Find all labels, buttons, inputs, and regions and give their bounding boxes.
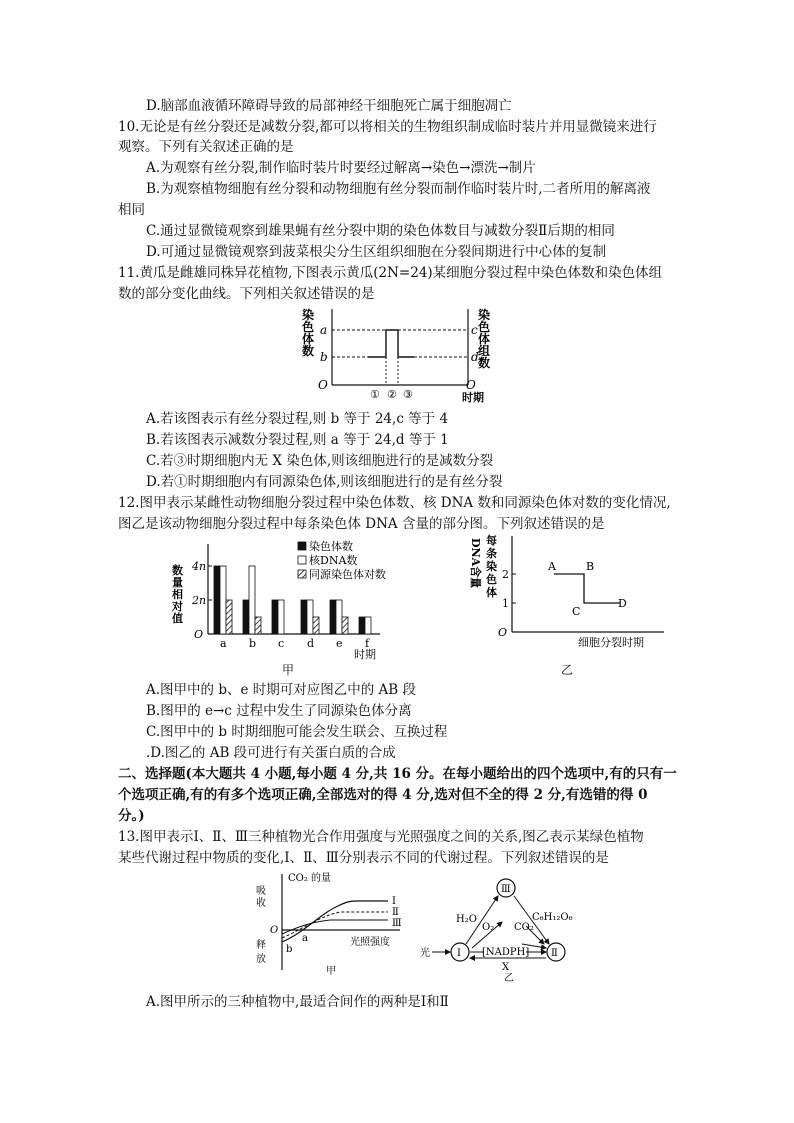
jia-bar-b-1	[249, 566, 255, 634]
yi-point-D: D	[618, 597, 627, 610]
q11-marker-3: ③	[403, 388, 413, 401]
q10-option-b-line1: B.为观察植物细胞有丝分裂和动物细胞有丝分裂而制作临时装片时,二者所用的解离液	[146, 181, 651, 197]
yi-ytick-1: 1	[502, 597, 509, 610]
q13-node-1-label: Ⅰ	[457, 948, 461, 959]
jia-bar-a-2	[226, 600, 232, 634]
jia-origin: O	[194, 628, 204, 641]
q11-option-a: A.若该图表示有丝分裂过程,则 b 等于 24,c 等于 4	[146, 411, 449, 427]
q13-node-2-label: Ⅱ	[551, 948, 558, 959]
jia-bar-b-0	[243, 600, 249, 634]
yi-ylabel-b: DNA含量	[469, 538, 482, 589]
jia-bar-f-1	[365, 617, 371, 634]
yi-ylabel-a-3: 色	[486, 573, 497, 586]
yi-ytick-0: 2	[502, 568, 509, 581]
yi-origin: O	[498, 626, 508, 639]
q12-chart-yi	[468, 532, 668, 652]
q13-o2-label: O₂	[482, 922, 495, 933]
yi-xlabel: 细胞分裂时期	[578, 636, 644, 649]
q13-curve-1	[282, 901, 388, 942]
section2-line3: 分。)	[118, 808, 145, 824]
jia-xtick-d: d	[307, 637, 315, 650]
jia-bar-e-0	[330, 600, 336, 634]
q10-option-a: A.为观察有丝分裂,制作临时装片时要经过解离→染色→漂洗→制片	[146, 160, 536, 176]
q13-point-b: b	[286, 944, 293, 955]
q13-co2-label: CO₂	[514, 922, 534, 933]
q12-option-a: A.图甲中的 b、e 时期可对应图乙中的 AB 段	[146, 682, 417, 698]
q12-stem-line2: 图乙是该动物细胞分裂过程中每条染色体 DNA 含量的部分图。下列叙述错误的是	[118, 516, 605, 532]
yi-ylabel-a-2: 染	[486, 560, 497, 573]
q13-curve-3	[282, 920, 388, 934]
q13-nadph-label: [NADPH]	[482, 947, 530, 958]
q13-jia-caption: 甲	[326, 966, 336, 977]
yi-point-A: A	[548, 560, 556, 573]
yi-step-line	[554, 574, 620, 603]
jia-bar-c-0	[272, 600, 278, 634]
jia-legend-label-1: 核DNA数	[309, 554, 358, 567]
yi-ylabel-a-4: 体	[486, 586, 497, 599]
q12-option-c: C.图甲中的 b 时期细胞可能会发生联会、互换过程	[146, 724, 448, 740]
q11-ylabel-left-4: 数	[302, 344, 315, 358]
q13-figure-jia	[250, 870, 420, 980]
jia-xtick-e: e	[336, 637, 343, 650]
jia-ylabel-1: 量	[172, 576, 183, 589]
jia-legend-swatch-1	[298, 556, 306, 564]
q11-marker-1: ①	[370, 388, 380, 401]
q11-xlabel: 时期	[462, 391, 484, 404]
q13-release-2: 放	[256, 954, 266, 965]
jia-bar-d-0	[301, 600, 307, 634]
q13-title: CO₂ 的量	[288, 873, 332, 884]
q13-point-a: a	[302, 933, 308, 944]
q13-curve-1-label: Ⅰ	[392, 896, 396, 907]
q11-b-label: b	[320, 350, 328, 364]
jia-bar-a-1	[220, 566, 226, 634]
q13-x-label: X	[502, 962, 510, 973]
jia-bar-f-0	[359, 617, 365, 634]
q11-ylabel-left-2: 色	[302, 320, 315, 334]
jia-bar-e-2	[342, 617, 348, 634]
q13-node-3-label: Ⅲ	[501, 884, 511, 895]
section2-line1: 二、选择题(本大题共 4 小题,每小题 4 分,共 16 分。在每小题给出的四个选项中,有的只有一	[118, 766, 677, 782]
q13-h2o-label: H₂O	[456, 914, 477, 925]
q13-absorb-2: 收	[256, 898, 266, 909]
jia-legend-swatch-2	[298, 570, 306, 578]
jia-ytick-0: 4n	[192, 560, 207, 573]
q12-chart-jia	[168, 536, 408, 676]
q13-stem-line1: 13.图甲表示Ⅰ、Ⅱ、Ⅲ三种植物光合作用强度与光照强度之间的关系,图乙表示某绿色植物	[118, 829, 644, 845]
q9-option-d: D.脑部血液循环障碍导致的局部神经干细胞死亡属于细胞凋亡	[146, 98, 512, 114]
q11-c-label: c	[471, 323, 478, 337]
jia-legend-swatch-0	[298, 542, 306, 550]
q11-origin: O	[318, 378, 328, 392]
q10-option-c: C.通过显微镜观察到雄果蝇有丝分裂中期的染色体数目与减数分裂Ⅱ后期的相同	[146, 223, 615, 239]
jia-ylabel-2: 相	[172, 588, 183, 601]
q13-light-label: 光	[420, 948, 430, 959]
jia-bar-a-0	[214, 566, 220, 634]
q13-absorb-1: 吸	[256, 886, 266, 897]
q13-stem-line2: 某些代谢过程中物质的变化,Ⅰ、Ⅱ、Ⅲ分别表示不同的代谢过程。下列叙述错误的是	[118, 850, 609, 866]
jia-ylabel-4: 值	[172, 612, 183, 625]
yi-ylabel-a-1: 条	[486, 547, 497, 560]
q12-option-d: .D.图乙的 AB 段可进行有关蛋白质的合成	[146, 745, 396, 761]
q10-stem-line1: 10.无论是有丝分裂还是减数分裂,都可以将相关的生物组织制成临时装片并用显微镜来进行	[118, 119, 657, 135]
q11-ylabel-left-1: 染	[302, 308, 315, 322]
jia-ylabel-0: 数	[172, 564, 183, 577]
q11-ylabel-right-4: 组	[478, 344, 491, 358]
jia-xtick-c: c	[278, 637, 285, 650]
q11-option-c: C.若③时期细胞内无 X 染色体,则该细胞进行的是减数分裂	[146, 453, 494, 469]
jia-xtick-b: b	[249, 637, 257, 650]
q10-option-d: D.可通过显微镜观察到菠菜根尖分生区组织细胞在分裂间期进行中心体的复制	[146, 244, 607, 260]
yi-ylabel-a-0: 每	[486, 534, 497, 547]
q11-figure	[290, 305, 500, 405]
q13-curve-3-label: Ⅲ	[392, 918, 402, 929]
q13-origin: O	[270, 925, 279, 936]
q10-option-b-line2: 相同	[118, 202, 145, 218]
jia-bar-d-2	[313, 617, 319, 634]
q11-option-d: D.若①时期细胞内有同源染色体,则该细胞进行的是有丝分裂	[146, 474, 503, 490]
jia-legend-label-0: 染色体数	[309, 540, 353, 553]
jia-ylabel-3: 对	[172, 600, 183, 613]
jia-bar-d-1	[307, 600, 313, 634]
jia-xtick-f: f	[365, 637, 370, 650]
q13-glucose-label: C₆H₁₂O₆	[532, 912, 573, 923]
jia-bar-c-1	[278, 600, 284, 634]
jia-bar-e-1	[336, 600, 342, 634]
q11-ylabel-right-5: 数	[478, 356, 491, 370]
jia-xtick-a: a	[220, 637, 227, 650]
q13-xlabel: 光照强度	[350, 937, 390, 948]
q12-stem-line1: 12.图甲表示某雌性动物细胞分裂过程中染色体数、核 DNA 数和同源染色体对数的变化情况,	[118, 495, 671, 511]
q11-stem-line1: 11.黄瓜是雌雄同株异花植物,下图表示黄瓜(2N=24)某细胞分裂过程中染色体数和染色体组	[118, 265, 663, 281]
jia-bar-b-2	[255, 617, 261, 634]
q11-ylabel-left-3: 体	[302, 332, 315, 346]
q13-curve-2-label: Ⅱ	[392, 907, 399, 918]
q13-release-1: 释	[256, 940, 266, 951]
jia-xlabel: 时期	[354, 648, 376, 661]
q11-ylabel-right-3: 体	[478, 332, 491, 346]
q11-option-b: B.若该图表示减数分裂过程,则 a 等于 24,d 等于 1	[146, 432, 449, 448]
q13-figure-yi	[418, 872, 588, 982]
q13-curve-2	[282, 912, 388, 938]
q11-marker-2: ②	[387, 388, 397, 401]
q10-stem-line2: 观察。下列有关叙述正确的是	[118, 139, 294, 155]
q13-yi-caption: 乙	[504, 973, 514, 982]
q13-option-a: A.图甲所示的三种植物中,最适合间作的两种是Ⅰ和Ⅱ	[146, 994, 449, 1010]
q11-curve	[368, 330, 414, 357]
jia-ytick-1: 2n	[192, 594, 207, 607]
q12-option-b: B.图甲的 e→c 过程中发生了同源染色体分离	[146, 703, 412, 719]
jia-legend-label-2: 同源染色体对数	[309, 568, 386, 581]
q11-d-label: d	[471, 350, 479, 364]
yi-point-B: B	[586, 560, 595, 573]
q11-origin-right: O	[466, 378, 476, 392]
q11-ylabel-right-1: 染	[478, 308, 491, 322]
q12-jia-caption: 甲	[282, 663, 295, 677]
section2-line2: 个选项正确,有的有多个选项正确,全部选对的得 4 分,选对但不全的得 2 分,有选错的得 0	[118, 787, 648, 803]
yi-point-C: C	[572, 605, 581, 618]
q11-stem-line2: 数的部分变化曲线。下列相关叙述错误的是	[118, 286, 375, 302]
q11-ylabel-right-2: 色	[478, 320, 491, 334]
q11-a-label: a	[320, 323, 328, 337]
q12-yi-caption: 乙	[561, 663, 574, 677]
